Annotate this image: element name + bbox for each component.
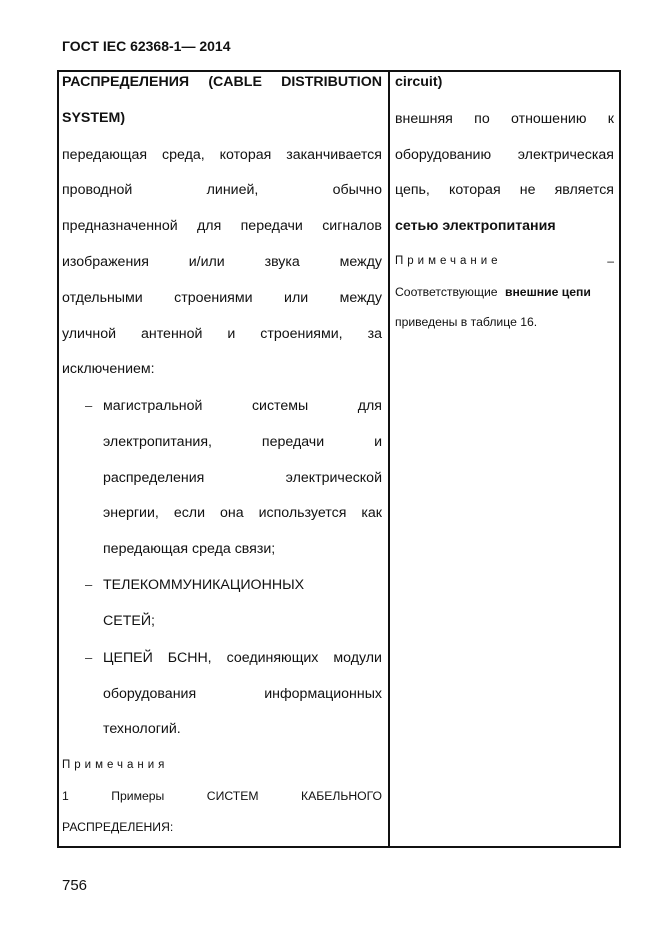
document-header: ГОСТ IEC 62368-1— 2014 <box>62 38 231 54</box>
list-item-line: передающая среда связи; <box>103 541 276 557</box>
list-item-line: электропитания, передачи и <box>103 434 382 450</box>
definition-line: внешняя по отношению к <box>395 111 614 127</box>
note-line: приведены в таблице 16. <box>395 315 538 329</box>
definition-line: предназначенной для передачи сигналов <box>62 218 382 234</box>
list-item-line: технологий. <box>103 721 181 737</box>
definition-line: изображения и/или звука между <box>62 254 382 270</box>
list-item-line: СЕТЕЙ; <box>103 613 155 629</box>
table-border-bottom <box>57 846 621 848</box>
definition-line: исключением: <box>62 361 155 377</box>
term-title-line: circuit) <box>395 74 443 90</box>
note-line: РАСПРЕДЕЛЕНИЯ: <box>62 820 174 834</box>
term-title-line: РАСПРЕДЕЛЕНИЯ (CABLE DISTRIBUTION <box>62 74 382 90</box>
table-border-top <box>57 70 621 72</box>
definition-line: уличной антенной и строениями, за <box>62 326 382 342</box>
list-dash: – <box>85 577 93 592</box>
note-line: 1 Примеры СИСТЕМ КАБЕЛЬНОГО <box>62 789 382 803</box>
definition-line: сетью электропитания <box>395 218 556 234</box>
definition-line: отдельными строениями или между <box>62 290 382 306</box>
term-title-line: SYSTEM) <box>62 110 126 126</box>
list-item-line: магистральной системы для <box>103 398 382 414</box>
list-item-line: оборудования информационных <box>103 686 382 702</box>
list-dash: – <box>85 650 93 665</box>
list-item-line: распределения электрической <box>103 470 382 486</box>
definition-line: передающая среда, которая заканчивается <box>62 147 382 163</box>
table-column-divider <box>388 70 390 848</box>
definition-line: проводной линией, обычно <box>62 182 382 198</box>
notes-heading: Примечания <box>62 759 169 771</box>
page-number: 756 <box>62 877 88 894</box>
note-line: Соответствующие внешние цепи <box>395 285 591 299</box>
note-heading-line: Примечание – <box>395 254 614 268</box>
list-dash: – <box>85 398 93 413</box>
list-item-line: ТЕЛЕКОММУНИКАЦИОННЫХ <box>103 577 305 593</box>
table-border-left <box>57 70 59 848</box>
list-item-line: ЦЕПЕЙ БСНН, соединяющих модули <box>103 650 382 666</box>
list-item-line: энергии, если она используется как <box>103 505 382 521</box>
definition-line: оборудованию электрическая <box>395 147 614 163</box>
table-border-right <box>619 70 621 848</box>
definition-line: цепь, которая не является <box>395 182 614 198</box>
